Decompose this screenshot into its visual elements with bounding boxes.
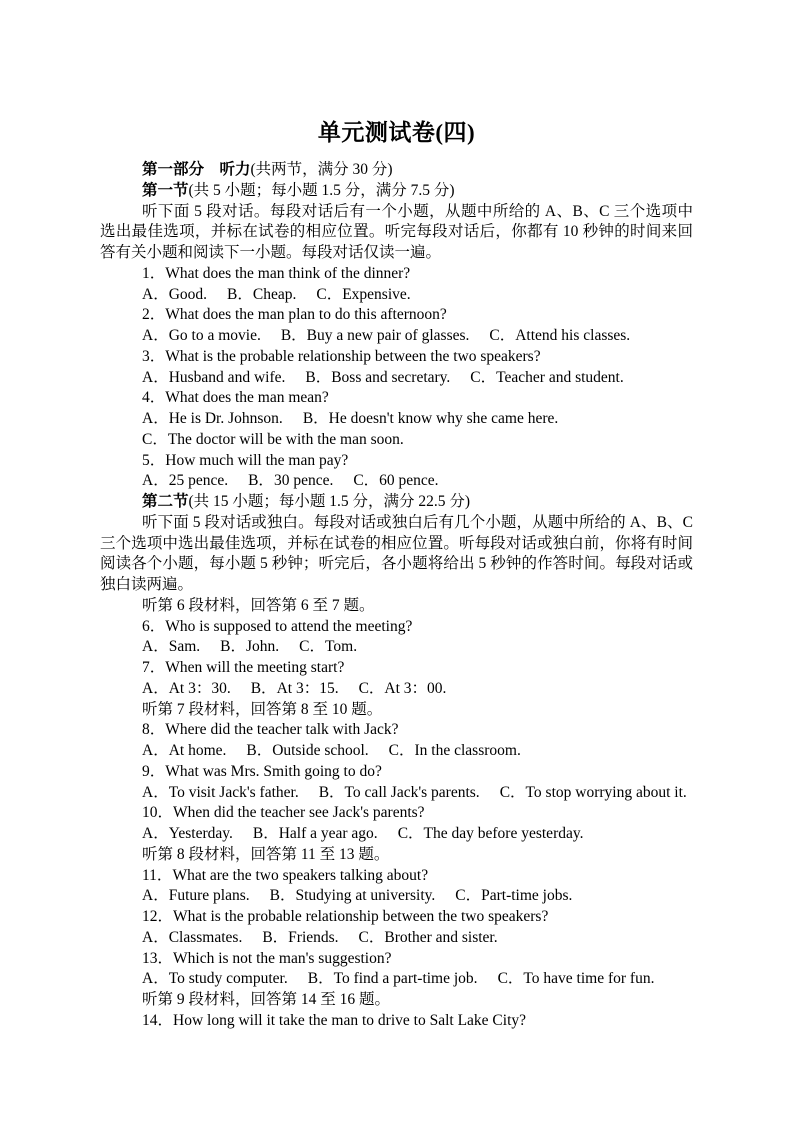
- option-text: Friends.: [288, 928, 339, 946]
- option-B: [270, 886, 436, 907]
- option-A: [142, 886, 250, 907]
- question-line: [100, 762, 693, 783]
- section-heading: [100, 181, 693, 202]
- option-label: C．: [358, 679, 385, 697]
- option-text: Half a year ago.: [278, 825, 378, 842]
- option-C: [353, 471, 438, 492]
- question-line: [100, 907, 693, 928]
- option-label: B．: [280, 327, 307, 344]
- option-text: The doctor will be with the man soon.: [167, 430, 404, 448]
- option-A: [142, 969, 288, 990]
- question-line: [100, 388, 693, 409]
- option-label: A．: [142, 410, 169, 427]
- option-C: [500, 783, 687, 804]
- options-row: [100, 409, 693, 430]
- options-row: [100, 741, 693, 762]
- question-text: What are the two speakers talking about?: [172, 866, 429, 884]
- option-C: [359, 679, 447, 700]
- option-label: B．: [305, 368, 332, 386]
- option-text: Brother and sister.: [384, 928, 498, 946]
- question-text: Who is supposed to attend the meeting?: [165, 617, 413, 635]
- option-B: [303, 409, 558, 430]
- question-line: [100, 866, 693, 887]
- section-heading-rest: (共 5 小题；每小题 1.5 分，满分 7.5 分): [188, 181, 455, 199]
- question-line: [100, 305, 693, 326]
- option-text: Cheap.: [252, 285, 297, 303]
- option-label: A．: [142, 825, 169, 842]
- option-label: B．: [252, 825, 279, 842]
- options-row: [100, 679, 693, 700]
- question-text: What was Mrs. Smith going to do?: [165, 762, 382, 780]
- question-text: When did the teacher see Jack's parents?: [173, 804, 425, 822]
- instructions-paragraph: 听下面 5 段对话或独白。每段对话或独白后有几个小题，从题中所给的 A、B、C 三个选项中选出最佳选项，并标在试卷的相应位置。听每段对话或独白前，你将有时间阅读各个小题，每小题 5 秒钟；听完后，各小题将给出 5 秒钟的作答时间。每段对话或独白读两遍。: [100, 513, 693, 593]
- question-number: 9．: [142, 762, 166, 780]
- question-number: 10．: [142, 804, 174, 822]
- option-label: C．: [353, 472, 380, 490]
- option-B: [262, 928, 338, 949]
- option-text: The day before yesterday.: [423, 825, 584, 842]
- option-A: [142, 824, 233, 845]
- question-text: Which is not the man's suggestion?: [173, 949, 392, 967]
- question-line: [100, 264, 693, 285]
- option-C: [470, 368, 623, 389]
- question-number: 7．: [142, 659, 166, 676]
- option-label: C．: [316, 285, 343, 303]
- option-C: [359, 928, 498, 949]
- option-text: Boss and secretary.: [331, 368, 451, 386]
- option-label: C．: [397, 825, 424, 842]
- options-row: [100, 471, 693, 492]
- option-C: [398, 824, 584, 845]
- option-text: At home.: [168, 742, 227, 759]
- question-number: 13．: [142, 949, 174, 967]
- option-C: [299, 637, 357, 658]
- section-heading-rest: (共两节，满分 30 分): [250, 161, 393, 178]
- option-text: At 3：30.: [168, 679, 231, 697]
- option-text: John.: [245, 638, 280, 656]
- question-number: 1．: [142, 264, 166, 282]
- options-row: [100, 637, 693, 658]
- options-row: [100, 886, 693, 907]
- option-label: C．: [142, 430, 168, 448]
- option-text: Classmates.: [168, 928, 243, 946]
- section-heading-bold: 第一部分 听力: [142, 161, 251, 178]
- option-text: Good.: [168, 285, 208, 303]
- question-number: 2．: [142, 306, 166, 324]
- option-label: B．: [318, 783, 345, 801]
- option-label: B．: [262, 928, 289, 946]
- question-text: What is the probable relationship between the two speakers?: [165, 347, 541, 365]
- section-heading-bold: 第二节: [142, 493, 189, 510]
- option-text: Yesterday.: [168, 825, 233, 842]
- material-cue: 听第 9 段材料，回答第 14 至 16 题。: [142, 991, 391, 1008]
- option-text: Attend his classes.: [515, 327, 631, 344]
- option-text: To have time for fun.: [523, 970, 655, 988]
- option-B: [220, 637, 279, 658]
- options-row: [100, 285, 693, 306]
- question-number: 5．: [142, 451, 166, 469]
- option-text: Studying at university.: [295, 887, 436, 905]
- option-text: 30 pence.: [273, 472, 334, 490]
- option-text: Future plans.: [168, 887, 250, 905]
- question-number: 8．: [142, 721, 166, 739]
- question-number: 4．: [142, 389, 166, 407]
- option-label: B．: [227, 285, 253, 303]
- option-B: [227, 285, 296, 306]
- question-line: [100, 617, 693, 638]
- option-label: A．: [142, 970, 169, 988]
- option-text: At 3：00.: [384, 679, 447, 697]
- question-number: 11．: [142, 866, 173, 884]
- section-heading-rest: (共 15 小题；每小题 1.5 分，满分 22.5 分): [188, 493, 471, 510]
- option-label: C．: [497, 970, 524, 988]
- section-heading: [100, 160, 693, 181]
- option-label: B．: [250, 679, 277, 697]
- option-A: [142, 741, 226, 762]
- option-text: To study computer.: [168, 970, 288, 988]
- option-A: [142, 637, 200, 658]
- option-C: [489, 326, 630, 347]
- question-text: What does the man plan to do this afternoon?: [165, 306, 447, 324]
- option-label: A．: [142, 742, 169, 759]
- option-A: [142, 409, 283, 430]
- option-B: [251, 679, 339, 700]
- option-A: [142, 679, 231, 700]
- options-row: [100, 969, 693, 990]
- option-label: A．: [142, 928, 169, 946]
- option-label: A．: [142, 887, 169, 905]
- question-text: What does the man think of the dinner?: [165, 264, 411, 282]
- question-line: [100, 949, 693, 970]
- option-label: C．: [499, 783, 526, 801]
- question-text: What is the probable relationship between the two speakers?: [173, 908, 549, 925]
- option-label: C．: [299, 638, 325, 656]
- option-text: Tom.: [325, 638, 358, 656]
- option-B: [305, 368, 450, 389]
- question-text: Where did the teacher talk with Jack?: [165, 721, 399, 739]
- option-text: To visit Jack's father.: [168, 783, 299, 801]
- option-C: [389, 741, 521, 762]
- option-text: To stop worrying about it.: [525, 783, 687, 801]
- option-label: B．: [220, 638, 246, 656]
- option-text: At 3：15.: [276, 679, 339, 697]
- question-text: When will the meeting start?: [165, 659, 345, 676]
- option-text: Teacher and student.: [496, 368, 624, 386]
- page-title: 单元测试卷(四): [317, 120, 476, 145]
- question-number: 12．: [142, 908, 174, 925]
- section-heading-bold: 第一节: [142, 181, 189, 199]
- content-lines: [100, 160, 693, 1032]
- option-C: [498, 969, 655, 990]
- option-text: Sam.: [168, 638, 201, 656]
- options-row: [100, 368, 693, 389]
- option-B: [319, 783, 480, 804]
- option-C: [142, 430, 404, 451]
- option-label: B．: [307, 970, 334, 988]
- options-row: [100, 824, 693, 845]
- question-line: [100, 720, 693, 741]
- option-label: A．: [142, 368, 169, 386]
- option-label: C．: [489, 327, 516, 344]
- option-text: Part-time jobs.: [481, 887, 573, 905]
- question-text: How much will the man pay?: [165, 451, 349, 469]
- option-text: Go to a movie.: [168, 327, 261, 344]
- question-line: [100, 347, 693, 368]
- option-label: B．: [269, 887, 296, 905]
- option-A: [142, 326, 261, 347]
- option-label: A．: [142, 285, 169, 303]
- option-text: In the classroom.: [414, 742, 521, 759]
- option-text: Expensive.: [342, 285, 411, 303]
- option-text: 25 pence.: [168, 472, 229, 490]
- options-row: [100, 326, 693, 347]
- option-text: He is Dr. Johnson.: [168, 410, 283, 427]
- question-line: [100, 658, 693, 679]
- option-label: B．: [248, 472, 274, 490]
- option-label: B．: [246, 742, 273, 759]
- question-number: 3．: [142, 347, 166, 365]
- section-heading: [100, 492, 693, 513]
- option-B: [246, 741, 368, 762]
- material-cue: 听第 7 段材料，回答第 8 至 10 题。: [142, 700, 383, 718]
- option-label: A．: [142, 327, 169, 344]
- option-label: A．: [142, 679, 169, 697]
- material-cue: 听第 6 段材料，回答第 6 至 7 题。: [142, 596, 375, 614]
- option-label: A．: [142, 638, 169, 656]
- option-A: [142, 471, 228, 492]
- option-text: He doesn't know why she came here.: [328, 410, 559, 427]
- option-A: [142, 783, 299, 804]
- option-C: [316, 285, 410, 306]
- material-cue: 听第 8 段材料，回答第 11 至 13 题。: [142, 845, 390, 863]
- instructions-paragraph: 听下面 5 段对话。每段对话后有一个小题，从题中所给的 A、B、C 三个选项中选出最佳选项，并标在试卷的相应位置。听完每段对话后，你都有 10 秒钟的时间来回答有关小题和阅读下一小题。每段对话仅读一遍。: [100, 202, 693, 261]
- option-B: [281, 326, 470, 347]
- option-label: C．: [455, 887, 482, 905]
- option-label: C．: [358, 928, 385, 946]
- question-number: 14．: [142, 1011, 174, 1029]
- option-text: Buy a new pair of glasses.: [306, 327, 470, 344]
- option-A: [142, 368, 285, 389]
- question-text: What does the man mean?: [165, 389, 329, 407]
- question-number: 6．: [142, 617, 166, 635]
- option-C: [455, 886, 572, 907]
- option-B: [248, 471, 333, 492]
- option-text: Outside school.: [272, 742, 369, 759]
- option-label: A．: [142, 472, 169, 490]
- option-B: [308, 969, 478, 990]
- option-label: A．: [142, 783, 169, 801]
- option-text: 60 pence.: [379, 472, 439, 490]
- option-text: To find a part-time job.: [333, 970, 478, 988]
- option-text: To call Jack's parents.: [344, 783, 480, 801]
- option-label: C．: [388, 742, 415, 759]
- question-line: [100, 803, 693, 824]
- option-label: B．: [302, 410, 329, 427]
- option-A: [142, 285, 207, 306]
- options-row: [100, 928, 693, 949]
- options-row: [100, 430, 693, 451]
- option-A: [142, 928, 242, 949]
- options-row: [100, 783, 693, 804]
- option-text: Husband and wife.: [168, 368, 286, 386]
- question-line: [100, 451, 693, 472]
- question-text: How long will it take the man to drive to Salt Lake City?: [173, 1011, 527, 1029]
- option-label: C．: [470, 368, 497, 386]
- option-B: [253, 824, 378, 845]
- question-line: [100, 1011, 693, 1032]
